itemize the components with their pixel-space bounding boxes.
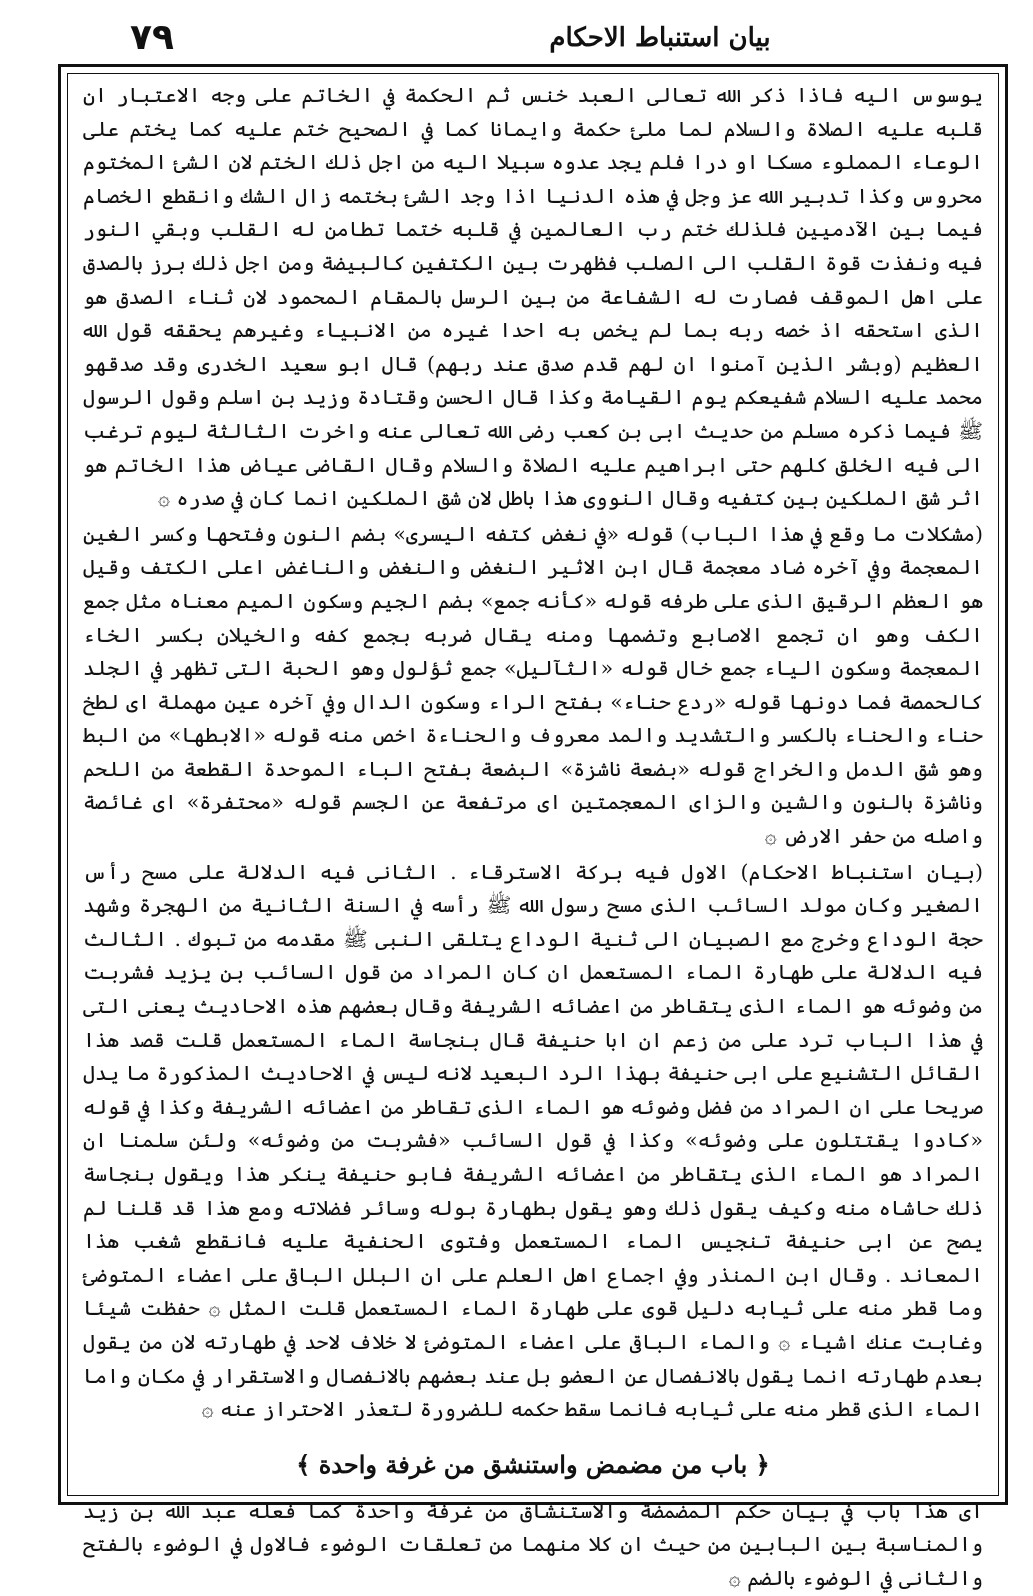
chapter-heading: ﴿ باب من مضمض واستنشق من غرفة واحدة ﴾ xyxy=(296,1449,770,1479)
main-text xyxy=(83,79,983,1596)
running-title: بيان استنباط الاحكام xyxy=(549,23,771,53)
paragraph-chapter-intro: اى هذا باب في بيان حكم المضمضة والاستنشاق من غرفة واحدة كما فعله عبد الله بن زيد والمناسبة بين البابين من حيث ان كلا منهما من تعلقات الوضوء فالاول في الوضوء بالفتح والثانى في الوضوء بالضم ۞ xyxy=(83,1498,983,1590)
paragraph-rulings: (بيان استنباط الاحكام) الاول فيه بركة الاسترقاء . الثانى فيه الدلالة على مسح رأس الصغير وكان مولد السائب الذى مسح رسول الله ﷺ رأسه في السنة الثانية من الهجرة وشهد حجة الوداع وخرج مع الصبيان الى ثنية الوداع يتلقى النبى ﷺ مقدمه من تبوك . الثالث فيه الدلالة على طهارة الماء المستعمل ان كان المراد من قول السائب بن يزيد فشربت من وضوئه هو الماء الذى يتقاطر من اعضائه الشريفة وقال بعضهم هذه الاحاديث يعنى التى في هذا الباب ترد على من زعم ان ابا حنيفة قال بنجاسة الماء المستعمل قلت قصد هذا القائل التشنيع على ابى حنيفة بهذا الرد البعيد لانه ليس في الاحاديث المذكورة ما يدل صريحا على ان المراد من فضل وضوئه هو الماء الذى تقاطر من اعضائه الشريفة وكذا في قوله «كادوا يقتتلون على وضوئه» وكذا في قول السائب «فشربت من وضوئه» ولئن سلمنا ان المراد هو الماء الذى يتقاطر من اعضائه الشريفة فابو حنيفة ينكر هذا ويقول بنجاسة ذلك حاشاه منه وكيف يقول ذلك وهو يقول بطهارة بوله وسائر فضلاته ومع هذا قد قلنا لم يصح عن ابى حنيفة تنجيس الماء المستعمل وفتوى الحنفية عليه فانقطع شغب هذا المعاند . وقال ابن المنذر وفي اجماع اهل العلم على ان البلل الباقى على اعضاء المتوضئ وما قطر منه على ثيابه دليل قوى على طهارة الماء المستعمل قلت المثل ۞ حفظت شيئا وغابت عنك اشياء ۞ والماء الباقى على اعضاء المتوضئ لا خلاف لاحد في طهارته لان من يقول بعدم طهارته انما يقول بالانفصال عن العضو بل عند بعضهم بالانفصال والاستقرار في مكان واما الماء الذى قطر منه على ثيابه فانما سقط حكمه للضرورة لتعذر الاحتراز عنه ۞ xyxy=(83,859,983,1422)
page-header xyxy=(60,8,1012,56)
paragraph-seal-of-prophethood: يوسوس اليه فاذا ذكر الله تعالى العبد خنس ثم الحكمة في الخاتم على وجه الاعتبار ان قلبه عليه الصلاة والسلام لما ملئ حكمة وايمانا كما في الصحيح ختم عليه كما يختم على الوعاء المملوء مسكا او درا فلم يجد عدوه سبيلا اليه من اجل ذلك الختم لان الشئ المختوم محروس وكذا تدبير الله عز وجل في هذه الدنيا اذا وجد الشئ بختمه زال الشك وانقطع الخصام فيما بين الآدميين فلذلك ختم رب العالمين في قلبه ختما تطامن له القلب وبقي النور فيه ونفذت قوة القلب الى الصلب فظهرت بين الكتفين كالبيضة ومن اجل ذلك برز بالصدق على اهل الموقف فصارت له الشفاعة من بين الرسل بالمقام المحمود لان ثناء الصدق هو الذى استحقه اذ خصه ربه بما لم يخص به احدا غيره من الانبياء وغيرهم يحققه قول الله العظيم (وبشر الذين آمنوا ان لهم قدم صدق عند ربهم) قال ابو سعيد الخدرى وقد صدقهو محمد عليه السلام شفيعكم يوم القيامة وكذا قال الحسن وقتادة وزيد بن اسلم وقول الرسول ﷺ فيما ذكره مسلم من حديث ابى بن كعب رضى الله تعالى عنه واخرت الثالثة ليوم ترغب الى فيه الخلق كلهم حتى ابراهيم عليه الصلاة والسلام وقال القاضى عياض هذا الخاتم هو اثر شق الملكين بين كتفيه وقال النووى هذا باطل لان شق الملكين انما كان في صدره ۞ xyxy=(83,83,983,511)
paragraph-difficult-words: (مشكلات ما وقع في هذا الباب) قوله «في نغض كتفه اليسرى» بضم النون وفتحها وكسر الغين المعجمة وفي آخره ضاد معجمة قال ابن الاثير النغض والنغض والناغض اعلى الكتف وقيل هو العظم الرقيق الذى على طرفه قوله «كأنه جمع» بضم الجيم وسكون الميم معناه مثل جمع الكف وهو ان تجمع الاصابع وتضمها ومنه يقال ضربه بجمع كفه والخيلان بكسر الخاء المعجمة وسكون الياء جمع خال قوله «الثآليل» جمع ثؤلول وهو الحبة التى تظهر في الجلد كالحمصة فما دونها قوله «ردع حناء» بفتح الراء وسكون الدال وفي آخره عين مهملة اى لطخ حناء والحناء بالكسر والتشديد والمد معروف والحناءة اخص منه قوله «الابطها» من البط وهو شق الدمل والخراج قوله «بضعة ناشزة» البضعة بفتح الباء الموحدة القطعة من اللحم وناشزة بالنون والشين والزاى المعجمتين اى مرتفعة عن الجسم قوله «محتفرة» اى غائصة واصله من حفر الارض ۞ xyxy=(83,521,983,849)
page-frame xyxy=(58,64,1008,1590)
page-number: ٧٩ xyxy=(130,17,174,58)
